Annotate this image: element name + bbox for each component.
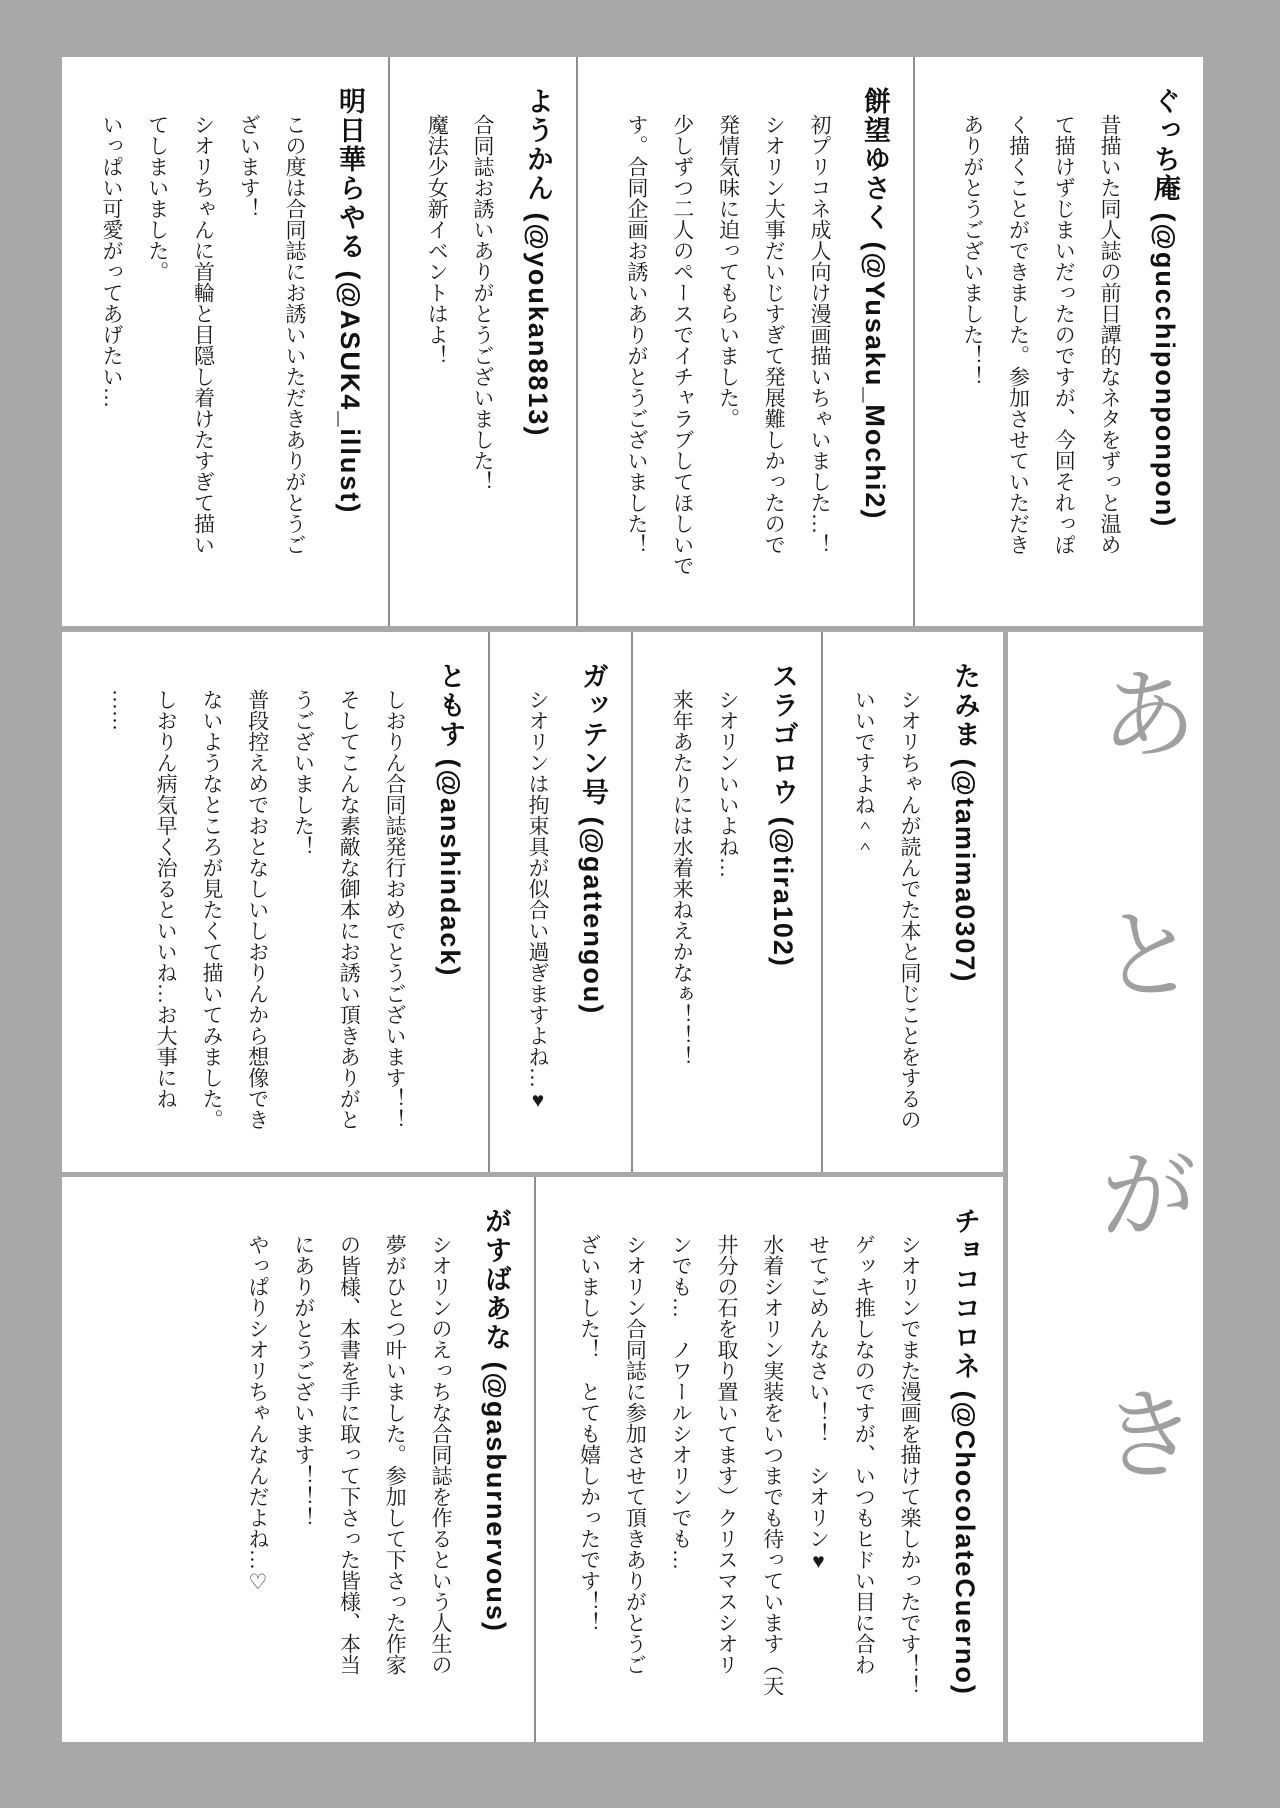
author-comment [949,87,1132,600]
text-column: 水着シオリン実装をいつまでも待っています（天 [760,1234,785,1696]
afterword-title-panel [1008,632,1203,1742]
author-comment [97,662,417,1146]
author-name: 明日華らやる (@ASUK4_illust) [335,87,365,515]
text-column: 発情気味に迫ってもらいました。 [716,114,741,429]
text-column: そしてこんな素敵な御本にお誘い頂きありがと [337,689,362,1130]
text-column: す。合同企画お誘いありがとうございました！ [624,114,649,555]
text-column: しおりん合同誌発行おめでとうございます！！ [383,689,407,1130]
text-column: いっぱい可愛がってあげたい… [99,114,124,408]
text-column: シオリン合同誌に参加させて頂きありがとうご [623,1234,648,1675]
author-section-suragorou [633,632,823,1172]
author-name: ぐっち庵 (@gucchiponponpon) [1150,87,1180,529]
text-column: 普段控えめでおとなしいしおりんから想像でき [245,689,270,1130]
text-column: シオリンいいよね… [716,689,740,878]
author-comment [613,87,842,600]
text-column: ゲッキ推しなのですが、いつもヒドい目に合わ [852,1234,877,1675]
text-column: うございました！ [291,689,316,857]
text-column: てしまいました。 [145,114,170,282]
author-name: ともす (@anshindack) [435,662,465,978]
author-name: スラゴロウ (@tira102) [768,662,798,968]
author-name: がすばあな (@gasburnervous) [481,1207,511,1633]
text-column: せてごめんなさい！！ シオリン♥ [806,1234,831,1573]
text-column: シオリちゃんが読んでた本と同じことをするの [898,689,922,1130]
text-column: 少しずつ二人のペースでイチャラブしてほしいで [670,114,695,576]
text-column: ンでも… ノワールシオリンでも… [669,1234,694,1570]
author-name: チョココロネ (@ChocolateCuerno) [950,1207,980,1696]
author-comment [840,662,932,1146]
text-column: く描くことができました。参加させていただき [1006,114,1031,555]
author-comment [88,87,317,600]
text-column: 初プリコネ成人向け漫画描いちゃいました…！ [808,114,832,555]
author-comment [658,662,750,1146]
text-column: 井分の石を取り置いてます）クリスマスシオリ [714,1234,739,1675]
credits-band-top [62,57,1203,626]
author-comment [514,662,560,1146]
text-column: やっぱりシオリちゃんなんだよね…♡ [245,1234,270,1594]
text-column: シオリちゃんに首輪と目隠し着けたすぎて描い [191,114,216,555]
text-column: シオリンは拘束具が似合い過ぎますよね…♥ [526,689,550,1112]
text-column: この度は合同誌にお誘いいただきありがとうご [283,114,307,555]
author-name: 餅望ゆさく (@Yusaku_Mochi2) [860,87,890,521]
credits-band-bottom [62,1177,1003,1742]
text-column: いいですよね＾＾ [852,689,877,857]
text-column: シオリンのえっちな合同誌を作るという人生の [429,1234,453,1675]
text-column: ありがとうございました！！ [960,114,985,387]
author-comment [413,87,505,600]
text-column: 合同誌お誘いありがとうございました！ [471,114,495,492]
text-column: シオリンでまた漫画を描けて楽しかったです！！ [898,1234,922,1696]
author-section-gattengou [490,632,633,1172]
author-comment [234,1207,463,1716]
text-column: しおりん病気早く治るといいね…お大事にね [154,689,179,1109]
author-section-chococorone [536,1177,1003,1742]
author-section-asukarayaru [62,57,390,626]
text-column: にありがとうございます！！！ [291,1234,316,1528]
author-section-mochimochi [578,57,915,626]
author-section-tomosu [62,632,490,1172]
author-name: ガッテン号 (@gattengou) [578,662,608,1016]
text-column: ないようなところが見たくて描いてみました。 [199,689,224,1130]
text-column: 来年あたりには水着来ねえかなぁ！！！ [670,689,695,1067]
text-column: シオリン大事だいじすぎて発展難しかったので [762,114,787,555]
author-comment [566,1207,932,1716]
text-column: ざいました！ とても嬉しかったです！！ [577,1234,602,1633]
text-column: 魔法少女新イベントはよ！ [425,114,450,366]
author-section-gasubaana [62,1177,536,1742]
author-section-youkan [390,57,578,626]
author-name: たみま (@tamima0307) [950,662,980,984]
author-section-gucchian [915,57,1203,626]
text-column: ざいます！ [237,114,262,219]
credits-band-middle [62,632,1003,1172]
author-name: ようかん (@youkan8813) [523,87,553,438]
text-column: 昔描いた同人誌の前日譚的なネタをずっと温め [1098,114,1122,555]
text-column: の皆様、本書を手に取って下さった皆様、本当 [337,1234,362,1675]
text-column: て描けずじまいだったのですが、今回それっぽ [1052,114,1077,555]
afterword-title: あとがき [1084,662,1195,1622]
text-column: …… [108,689,133,731]
text-column: 夢がひとつ叶いました。参加して下さった作家 [383,1234,408,1675]
author-section-tamima [823,632,1003,1172]
